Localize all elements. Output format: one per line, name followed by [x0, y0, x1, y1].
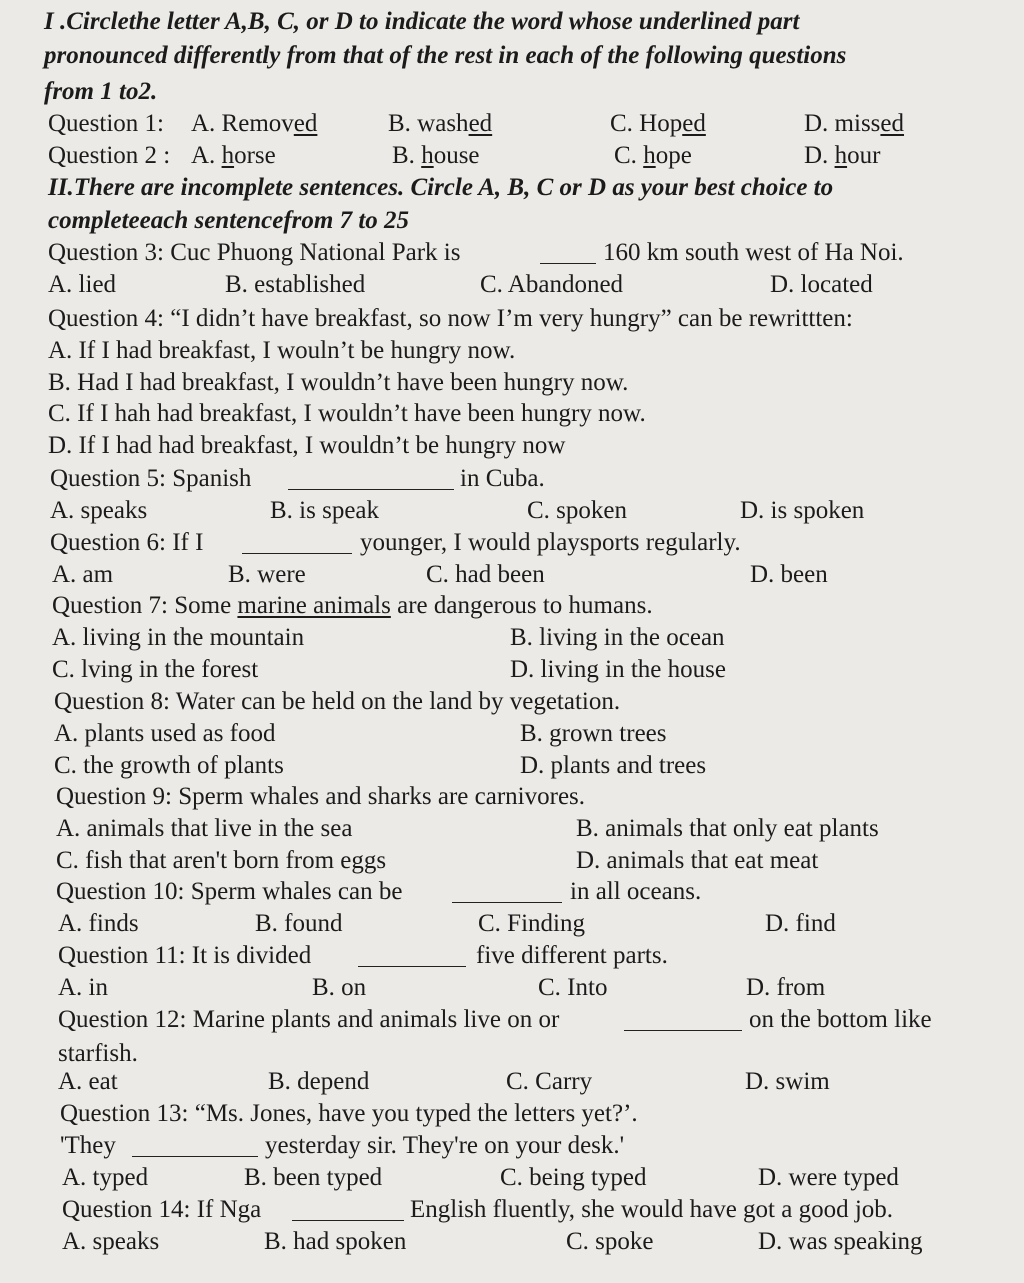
q13-option-b[interactable]: B. been typed — [244, 1164, 383, 1191]
question-3-options — [0, 271, 1024, 305]
question-11-stem: Question 11: It is divided five different parts. — [58, 942, 668, 969]
q12-option-c[interactable]: C. Carry — [506, 1068, 593, 1095]
question-7-options-row1 — [0, 624, 1024, 658]
question-7-options-row2 — [0, 656, 1024, 690]
q1-option-c[interactable]: C. Hoped — [610, 110, 706, 137]
q9-option-b[interactable]: B. animals that only eat plants — [576, 815, 879, 842]
question-6-stem: Question 6: If I younger, I would playsports regularly. — [50, 529, 741, 556]
q6-option-c[interactable]: C. had been — [426, 561, 545, 588]
question-8-stem: Question 8: Water can be held on the land by vegetation. — [54, 688, 621, 715]
q4-option-c[interactable]: C. If I hah had breakfast, I wouldn’t have been hungry now. — [48, 400, 646, 427]
q6-option-d[interactable]: D. been — [750, 561, 828, 588]
answer-blank — [292, 1196, 404, 1221]
q11-option-c[interactable]: C. Into — [538, 974, 608, 1001]
answer-blank — [540, 239, 596, 264]
question-13-stem-line2: 'They yesterday sir. They're on your desk.' — [60, 1132, 625, 1159]
q5-option-d[interactable]: D. is spoken — [740, 497, 865, 524]
q4-option-b[interactable]: B. Had I had breakfast, I wouldn’t have been hungry now. — [48, 369, 629, 396]
question-10-options — [0, 910, 1024, 944]
q5-option-c[interactable]: C. spoken — [527, 497, 627, 524]
question-4-stem: Question 4: “I didn’t have breakfast, so now I’m very hungry” can be rewrittten: — [48, 305, 853, 332]
q3-option-d[interactable]: D. located — [770, 271, 873, 298]
q8-option-d[interactable]: D. plants and trees — [520, 752, 707, 779]
q1-option-d[interactable]: D. missed — [804, 110, 905, 137]
q11-option-d[interactable]: D. from — [746, 974, 826, 1001]
q5-option-b[interactable]: B. is speak — [270, 497, 380, 524]
q9-option-a[interactable]: A. animals that live in the sea — [56, 815, 353, 842]
q14-option-b[interactable]: B. had spoken — [264, 1228, 407, 1255]
q14-option-d[interactable]: D. was speaking — [758, 1228, 923, 1255]
q6-option-b[interactable]: B. were — [228, 561, 306, 588]
q4-option-a[interactable]: A. If I had breakfast, I wouln’t be hungry now. — [48, 337, 516, 364]
q10-option-c[interactable]: C. Finding — [478, 910, 585, 937]
q8-option-a[interactable]: A. plants used as food — [54, 720, 276, 747]
q13-option-a[interactable]: A. typed — [62, 1164, 149, 1191]
question-6-options — [0, 561, 1024, 595]
q3-option-a[interactable]: A. lied — [48, 271, 117, 298]
q10-option-d[interactable]: D. find — [765, 910, 836, 937]
q5-option-a[interactable]: A. speaks — [50, 497, 148, 524]
q12-option-b[interactable]: B. depend — [268, 1068, 370, 1095]
question-10-stem: Question 10: Sperm whales can be in all oceans. — [56, 878, 702, 905]
q11-option-a[interactable]: A. in — [58, 974, 108, 1001]
question-7-stem: Question 7: Some marine animals are dangerous to humans. — [52, 592, 653, 619]
q9-option-c[interactable]: C. fish that aren't born from eggs — [56, 847, 387, 874]
q2-option-c[interactable]: C. hope — [614, 142, 692, 169]
question-12-stem: Question 12: Marine plants and animals live on or on the bottom like — [58, 1006, 932, 1033]
answer-blank — [288, 465, 454, 490]
q10-option-b[interactable]: B. found — [255, 910, 343, 937]
q14-option-c[interactable]: C. spoke — [566, 1228, 654, 1255]
question-5-stem: Question 5: Spanish in Cuba. — [50, 465, 545, 492]
q7-option-b[interactable]: B. living in the ocean — [510, 624, 725, 651]
question-12-stem-line2: starfish. — [58, 1040, 138, 1067]
answer-blank — [132, 1132, 258, 1157]
q4-option-d[interactable]: D. If I had had breakfast, I wouldn’t be hungry now — [48, 432, 566, 459]
q14-option-a[interactable]: A. speaks — [62, 1228, 160, 1255]
q7-option-c[interactable]: C. lving in the forest — [52, 656, 259, 683]
q12-option-d[interactable]: D. swim — [745, 1068, 830, 1095]
question-13-stem: Question 13: “Ms. Jones, have you typed the letters yet?’. — [60, 1100, 638, 1127]
q8-option-c[interactable]: C. the growth of plants — [54, 752, 284, 779]
question-3-stem: Question 3: Cuc Phuong National Park is 160 km south west of Ha Noi. — [48, 239, 904, 266]
q3-option-c[interactable]: C. Abandoned — [480, 271, 624, 298]
q7-option-a[interactable]: A. living in the mountain — [52, 624, 305, 651]
q12-option-a[interactable]: A. eat — [58, 1068, 118, 1095]
q6-option-a[interactable]: A. am — [52, 561, 114, 588]
q10-option-a[interactable]: A. finds — [58, 910, 139, 937]
question-12-options — [0, 1068, 1024, 1102]
section1-heading-line2: pronounced differently from that of the rest in each of the following questions — [44, 42, 847, 69]
q1-option-b[interactable]: B. washed — [388, 110, 493, 137]
section2-heading-line1: II.There are incomplete sentences. Circle A, B, C or D as your best choice to — [48, 174, 834, 201]
question-14-options — [0, 1228, 1024, 1262]
question-8-options-row1 — [0, 720, 1024, 754]
q2-option-b[interactable]: B. house — [392, 142, 480, 169]
q7-option-d[interactable]: D. living in the house — [510, 656, 726, 683]
q2-option-a[interactable]: A. horse — [191, 142, 276, 169]
question-14-stem: Question 14: If Nga English fluently, she would have got a good job. — [62, 1196, 894, 1223]
q2-option-d[interactable]: D. hour — [804, 142, 881, 169]
question-9-stem: Question 9: Sperm whales and sharks are carnivores. — [56, 783, 586, 810]
question-9-options-row2 — [0, 847, 1024, 881]
question-5-options — [0, 497, 1024, 531]
question-2: Question 2 : A. horse B. house C. hope D. hour — [48, 142, 881, 169]
answer-blank — [624, 1006, 742, 1031]
answer-blank — [452, 878, 562, 903]
question-13-options — [0, 1164, 1024, 1198]
q3-option-b[interactable]: B. established — [225, 271, 366, 298]
answer-blank — [358, 942, 466, 967]
q13-option-d[interactable]: D. were typed — [758, 1164, 899, 1191]
q9-option-d[interactable]: D. animals that eat meat — [576, 847, 819, 874]
section2-heading-line2: completeeach sentencefrom 7 to 25 — [48, 207, 410, 234]
section1-heading-line3: from 1 to2. — [44, 78, 158, 105]
q11-option-b[interactable]: B. on — [312, 974, 367, 1001]
question-11-options — [0, 974, 1024, 1008]
section1-heading-line1: I .Circlethe letter A,B, C, or D to indicate the word whose underlined part — [44, 8, 800, 35]
q13-option-c[interactable]: C. being typed — [500, 1164, 647, 1191]
q8-option-b[interactable]: B. grown trees — [520, 720, 667, 747]
question-9-options-row1 — [0, 815, 1024, 849]
q1-option-a[interactable]: A. Removed — [191, 110, 318, 137]
question-1: Question 1: A. Removed B. washed C. Hoped D. missed — [48, 110, 905, 137]
question-8-options-row2 — [0, 752, 1024, 786]
answer-blank — [242, 529, 352, 554]
